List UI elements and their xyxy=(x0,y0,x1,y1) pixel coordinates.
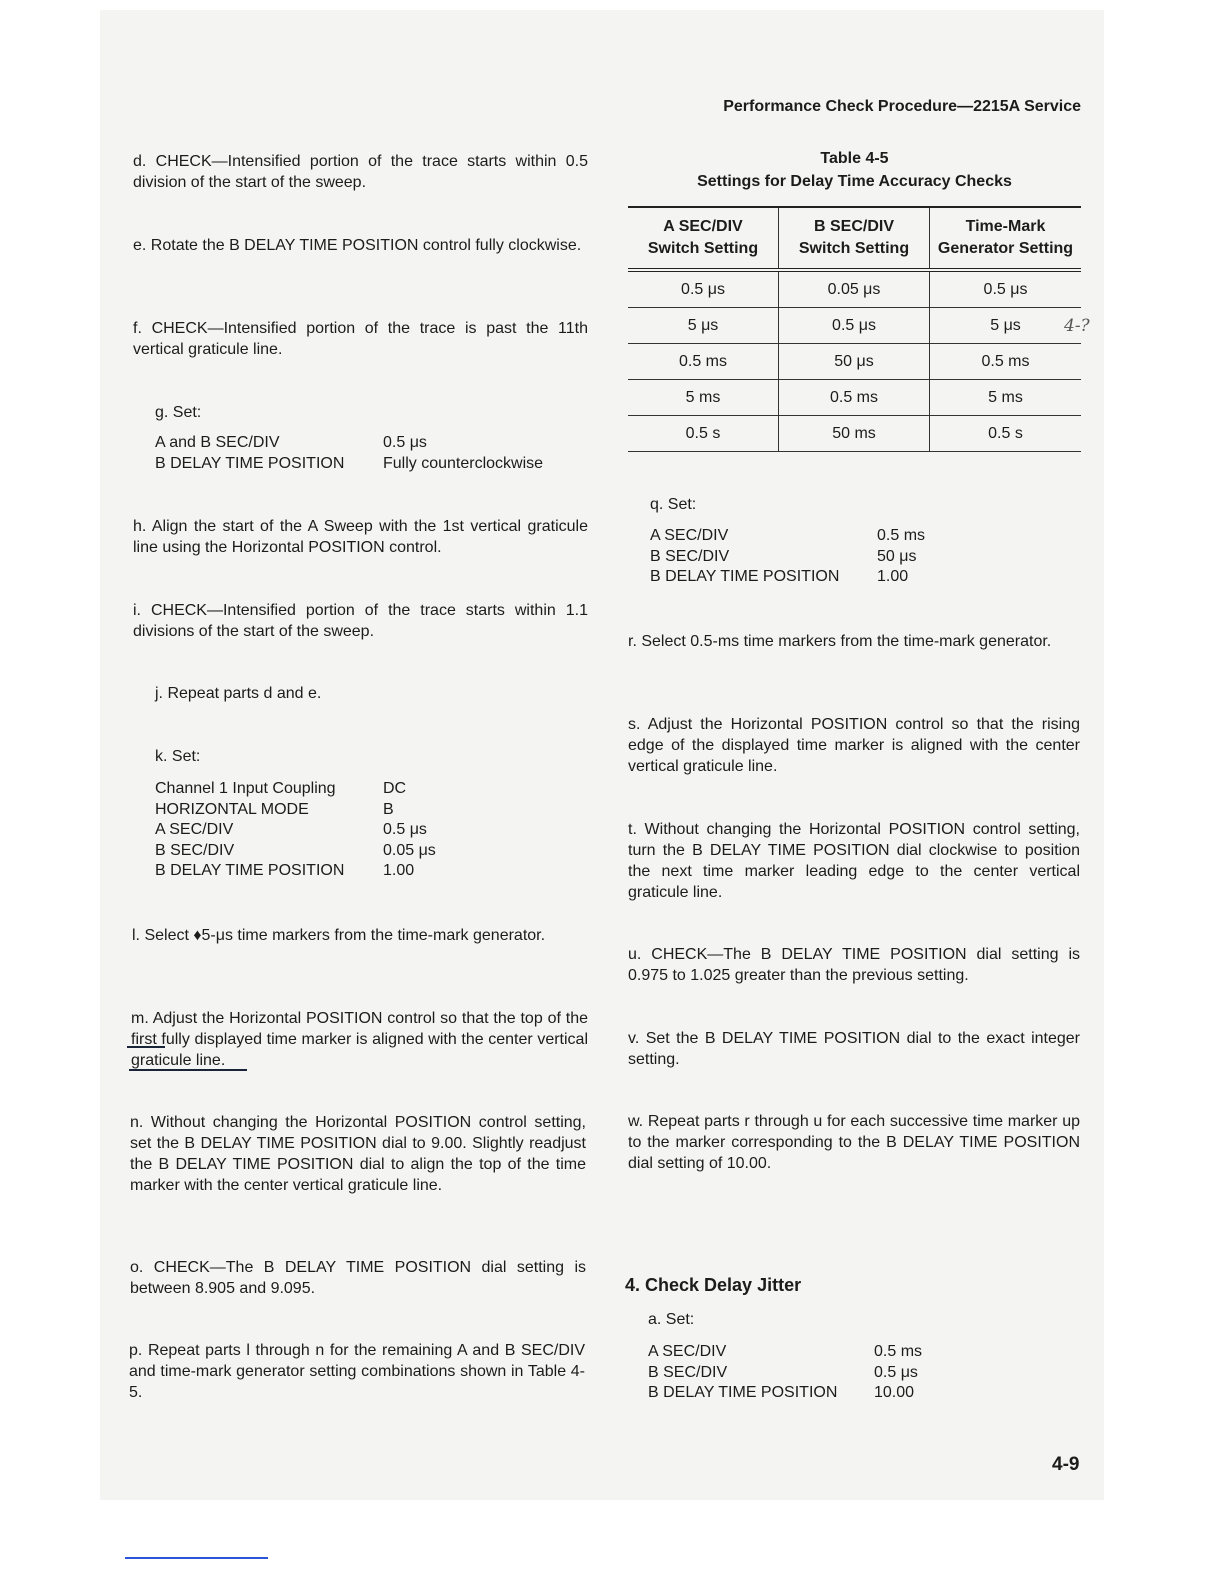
setting-row xyxy=(650,526,1080,547)
step-f: f. CHECK—Intensified portion of the trace is past the 11th vertical graticule line. xyxy=(133,320,588,358)
setting-value: 0.5 μs xyxy=(383,821,427,838)
step-g-settings xyxy=(155,433,585,474)
column-header-line: Switch Setting xyxy=(798,240,910,257)
column-header-line: A SEC/DIV xyxy=(663,218,743,235)
running-header: Performance Check Procedure—2215A Service xyxy=(723,98,1081,115)
column-header xyxy=(628,207,779,270)
step-r: r. Select 0.5-ms time markers from the time-mark generator. xyxy=(628,633,1052,650)
table-cell: 0.5 μs xyxy=(628,270,779,308)
setting-row xyxy=(650,567,1080,588)
setting-label: B DELAY TIME POSITION xyxy=(650,568,840,585)
step-m: m. Adjust the Horizontal POSITION control so that the top of the first fully displayed time marker is aligned with the center vertical graticule line. xyxy=(131,1010,588,1069)
table-cell: 5 μs xyxy=(930,308,1082,344)
setting-label: B DELAY TIME POSITION xyxy=(155,454,345,472)
step-v: v. Set the B DELAY TIME POSITION dial to the exact integer setting. xyxy=(628,1030,1080,1068)
column-header-line: Switch Setting xyxy=(647,240,759,257)
setting-value: 0.05 μs xyxy=(383,841,436,859)
column-header xyxy=(930,207,1082,270)
column-header-line: Generator Setting xyxy=(937,240,1074,257)
setting-row xyxy=(648,1342,1078,1363)
setting-value: 50 μs xyxy=(877,547,917,565)
step-w: w. Repeat parts r through u for each successive time marker up to the marker corresponding to the B DELAY TIME POSITION dial setting of 10.00. xyxy=(628,1113,1080,1172)
step-n: n. Without changing the Horizontal POSITION control setting, set the B DELAY TIME POSITION dial to 9.00. Slightly readjust the B DELAY TIME POSITION dial to align the top of the time marker with the center vertical graticule line. xyxy=(130,1114,586,1194)
step-j: j. Repeat parts d and e. xyxy=(155,685,322,702)
page-number: 4-9 xyxy=(1052,1454,1080,1475)
table-row xyxy=(628,308,1081,344)
column-header xyxy=(779,207,930,270)
table-cell: 0.5 ms xyxy=(930,344,1082,380)
step-q-settings xyxy=(650,526,1080,588)
table-cell: 0.5 ms xyxy=(628,344,779,380)
pen-underline xyxy=(127,1046,165,1048)
setting-row xyxy=(155,820,585,841)
setting-value: 0.5 ms xyxy=(877,527,926,544)
table-cell: 0.05 μs xyxy=(779,270,930,308)
pen-underline xyxy=(129,1069,247,1071)
setting-value: 10.00 xyxy=(874,1384,915,1401)
step-p: p. Repeat parts l through n for the remaining A and B SEC/DIV and time-mark generator setting combinations shown in Table 4-5. xyxy=(129,1342,585,1401)
table-row xyxy=(628,416,1081,452)
table-cell: 5 μs xyxy=(628,308,779,344)
table-row xyxy=(628,344,1081,380)
table-cell: 0.5 μs xyxy=(930,270,1082,308)
setting-value: 1.00 xyxy=(383,862,415,879)
step-t: t. Without changing the Horizontal POSITION control setting, turn the B DELAY TIME POSITION dial clockwise to position the next time marker leading edge to the center vertical graticule line. xyxy=(628,821,1080,901)
setting-label: A and B SEC/DIV xyxy=(155,434,280,451)
step-u: u. CHECK—The B DELAY TIME POSITION dial setting is 0.975 to 1.025 greater than the previous setting. xyxy=(628,946,1080,984)
table-cell: 5 ms xyxy=(628,380,779,416)
step-a-label: a. Set: xyxy=(648,1311,695,1328)
setting-row xyxy=(650,547,1080,568)
table-cell: 50 μs xyxy=(779,344,930,380)
step-a-settings xyxy=(648,1342,1078,1404)
table-cell: 0.5 s xyxy=(628,416,779,452)
setting-label: A SEC/DIV xyxy=(648,1343,727,1360)
setting-value: 0.5 μs xyxy=(383,434,427,451)
step-q-label: q. Set: xyxy=(650,496,697,513)
step-o: o. CHECK—The B DELAY TIME POSITION dial setting is between 8.905 and 9.095. xyxy=(130,1259,586,1297)
step-s: s. Adjust the Horizontal POSITION control so that the rising edge of the displayed time marker is aligned with the center vertical graticule line. xyxy=(628,716,1080,775)
step-k-label: k. Set: xyxy=(155,748,201,765)
table-cell: 0.5 s xyxy=(930,416,1082,452)
table-cell: 50 ms xyxy=(779,416,930,452)
setting-label: B DELAY TIME POSITION xyxy=(648,1384,838,1401)
step-k-settings xyxy=(155,779,585,882)
setting-row xyxy=(155,433,585,454)
setting-label: B SEC/DIV xyxy=(648,1363,728,1381)
table-cell: 0.5 ms xyxy=(779,380,930,416)
setting-row xyxy=(155,800,585,821)
column-header-line: B SEC/DIV xyxy=(813,218,894,235)
delay-time-table xyxy=(628,206,1081,452)
setting-label: B DELAY TIME POSITION xyxy=(155,862,345,879)
column-header-line: Time-Mark xyxy=(965,218,1046,235)
setting-row xyxy=(155,861,585,882)
footer-rule xyxy=(125,1557,268,1559)
section-heading: 4. Check Delay Jitter xyxy=(625,1275,802,1295)
setting-value: B xyxy=(383,800,394,818)
handwritten-margin-note: 4-? xyxy=(1064,316,1090,336)
setting-row xyxy=(648,1363,1078,1384)
setting-label: A SEC/DIV xyxy=(650,527,729,544)
step-g-label: g. Set: xyxy=(155,404,202,421)
setting-row xyxy=(648,1383,1078,1404)
table-header-row xyxy=(628,207,1081,270)
table-caption-number: Table 4-5 xyxy=(820,150,889,167)
step-h: h. Align the start of the A Sweep with the 1st vertical graticule line using the Horizontal POSITION control. xyxy=(133,518,588,556)
setting-value: 0.5 ms xyxy=(874,1343,923,1360)
setting-label: HORIZONTAL MODE xyxy=(155,800,309,818)
setting-label: B SEC/DIV xyxy=(155,841,235,859)
setting-value: 0.5 μs xyxy=(874,1363,918,1381)
table-row xyxy=(628,380,1081,416)
setting-label: B SEC/DIV xyxy=(650,547,730,565)
setting-value: DC xyxy=(383,780,407,797)
table-cell: 0.5 μs xyxy=(779,308,930,344)
setting-row xyxy=(155,779,585,800)
step-e: e. Rotate the B DELAY TIME POSITION control fully clockwise. xyxy=(133,237,582,254)
table-row xyxy=(628,270,1081,308)
table-cell: 5 ms xyxy=(930,380,1082,416)
setting-row xyxy=(155,841,585,862)
setting-label: A SEC/DIV xyxy=(155,821,234,838)
setting-label: Channel 1 Input Coupling xyxy=(155,780,336,797)
step-d: d. CHECK—Intensified portion of the trace starts within 0.5 division of the start of the sweep. xyxy=(133,153,588,191)
setting-value: Fully counterclockwise xyxy=(383,454,544,472)
table-caption-title: Settings for Delay Time Accuracy Checks xyxy=(697,173,1012,190)
step-l: l. Select ♦5-μs time markers from the time-mark generator. xyxy=(132,927,546,944)
step-i: i. CHECK—Intensified portion of the trace starts within 1.1 divisions of the start of the sweep. xyxy=(133,602,588,640)
setting-value: 1.00 xyxy=(877,568,909,585)
setting-row xyxy=(155,454,585,475)
